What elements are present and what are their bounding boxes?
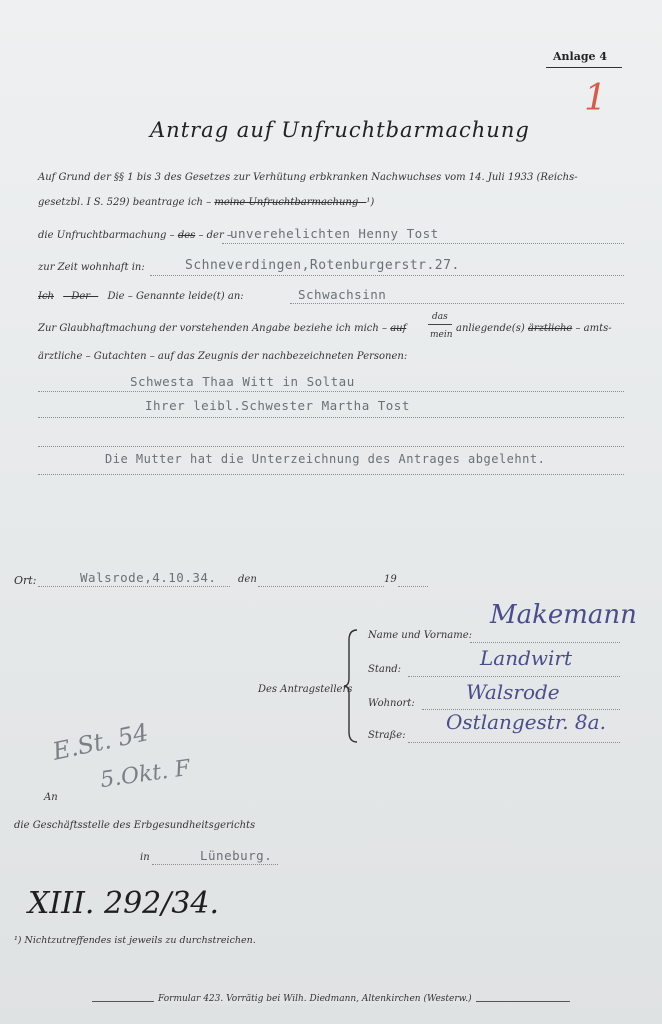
- witness-2: Ihrer leibl.Schwester Martha Tost: [145, 398, 410, 413]
- address-city-line: [152, 864, 278, 865]
- illness-label: Die – Genannte leide(t) an:: [107, 291, 244, 302]
- evidence-fraction-bar: [428, 324, 452, 325]
- address-in-label: in: [140, 852, 150, 863]
- file-number: XIII. 292/34.: [28, 886, 220, 921]
- evidence-fraction-top: das: [432, 312, 448, 322]
- signature-name: Makemann: [490, 600, 637, 630]
- evidence-line-1-suffix: [456, 323, 612, 334]
- subject-line: [222, 243, 624, 244]
- evidence-option-auf: auf: [390, 323, 407, 334]
- place-date-value: Walsrode,4.10.34.: [80, 570, 217, 585]
- witness-line-2: [38, 417, 624, 418]
- witness-line-1: [38, 391, 624, 392]
- subject-option-der: – der –: [198, 230, 232, 241]
- den-label: den: [238, 574, 257, 585]
- year-prefix: 19: [384, 574, 397, 585]
- intro-line-2: [38, 197, 374, 208]
- subject-label: die Unfruchtbarmachung –: [38, 230, 175, 241]
- witness-line-3: [38, 446, 624, 447]
- applicant-group-label: Des Antragstellers: [258, 684, 353, 695]
- subject-value: unverehelichten Henny Tost: [230, 226, 439, 241]
- place-label: Ort:: [14, 574, 37, 587]
- witness-1: Schwesta Thaa Witt in Soltau: [130, 374, 355, 389]
- evidence-line-1: [38, 323, 406, 334]
- illness-option-der: – Der –: [63, 291, 99, 302]
- form-title: Antrag auf Unfruchtbarmachung: [150, 118, 530, 142]
- pencil-note-2: 5.Okt. F: [98, 755, 192, 794]
- residence-label: zur Zeit wohnhaft in:: [38, 262, 145, 273]
- residence-value: Schneverdingen,Rotenburgerstr.27.: [185, 258, 460, 273]
- date-line: [258, 586, 384, 587]
- intro-line-1: Auf Grund der §§ 1 bis 3 des Gesetzes zur Verhütung erbkranken Nachwuchses vom 14. Juli 1933 (Reichs-: [38, 172, 578, 183]
- illness-label-row: [38, 291, 244, 302]
- evidence-prefix: Zur Glaubhaftmachung der vorstehenden Angabe beziehe ich mich –: [38, 323, 388, 334]
- annex-underline: [546, 67, 622, 68]
- evidence-suffix-b: – amts-: [575, 323, 612, 334]
- stand-value: Landwirt: [480, 646, 573, 670]
- address-city: Lüneburg.: [200, 848, 273, 863]
- intro-option-own: meine Unfruchtbarmachung –: [214, 197, 367, 208]
- intro-line-2-prefix: gesetzbl. I S. 529) beantrage ich –: [38, 197, 215, 208]
- stand-label: Stand:: [368, 664, 402, 675]
- illness-option-ich: Ich: [38, 291, 54, 302]
- evidence-option-arztliche: ärztliche: [527, 323, 573, 334]
- pencil-page-number: 1: [584, 78, 607, 119]
- evidence-line-2: ärztliche – Gutachten – auf das Zeugnis der nachbezeichneten Personen:: [38, 351, 408, 362]
- evidence-remark: Die Mutter hat die Unterzeichnung des Antrages abgelehnt.: [105, 452, 546, 466]
- applicant-brace: [343, 628, 359, 744]
- strasse-label: Straße:: [368, 730, 406, 741]
- illness-value: Schwachsinn: [298, 287, 387, 302]
- strasse-value: Ostlangestr. 8a.: [446, 710, 606, 734]
- evidence-fraction-bottom: mein: [430, 330, 453, 340]
- residence-line: [150, 275, 624, 276]
- footnote: ¹) Nichtzutreffendes ist jeweils zu durchstreichen.: [14, 935, 256, 946]
- name-label: Name und Vorname:: [368, 630, 473, 641]
- strasse-line: [408, 742, 620, 743]
- witness-line-4: [38, 474, 624, 475]
- stand-line: [408, 676, 620, 677]
- illness-line: [290, 303, 624, 304]
- subject-label-row: [38, 230, 232, 241]
- wohnort-value: Walsrode: [466, 680, 560, 704]
- address-an: An: [44, 792, 58, 803]
- annex-label: Anlage 4: [553, 50, 608, 63]
- imprint: Formular 423. Vorrätig bei Wilh. Diedmann, Altenkirchen (Westerw.): [154, 994, 476, 1004]
- year-line: [398, 586, 428, 587]
- evidence-suffix-a: anliegende(s): [456, 323, 525, 334]
- wohnort-label: Wohnort:: [368, 698, 415, 709]
- pencil-note-1: E.St. 54: [50, 718, 151, 766]
- subject-option-des: des: [177, 230, 196, 241]
- name-line: [470, 642, 620, 643]
- place-line: [38, 586, 230, 587]
- intro-footnote-ref: ¹): [366, 197, 375, 208]
- address-recipient: die Geschäftsstelle des Erbgesundheitsgerichts: [14, 820, 256, 831]
